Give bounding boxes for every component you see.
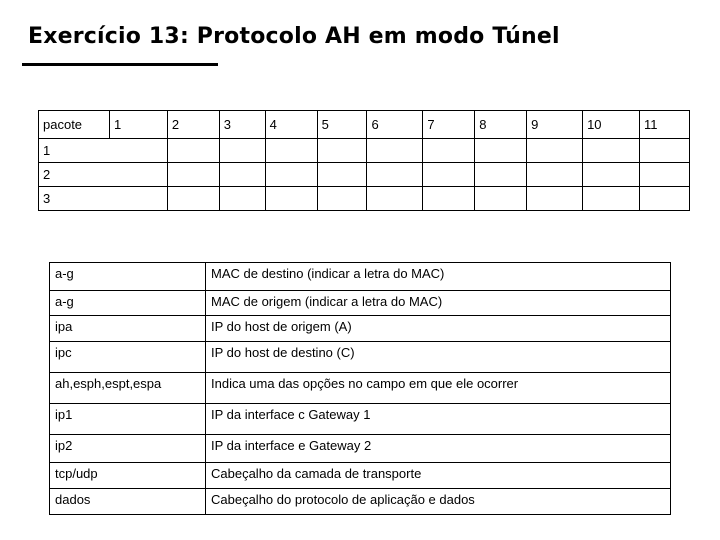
grid-row bbox=[39, 187, 690, 211]
legend-value: Cabeçalho da camada de transporte bbox=[206, 463, 671, 489]
grid-row bbox=[39, 139, 690, 163]
grid-cell bbox=[109, 187, 167, 211]
legend-row bbox=[50, 404, 671, 435]
grid-row-label: 3 bbox=[39, 187, 110, 211]
grid-header-cell: 2 bbox=[167, 111, 219, 139]
legend-key: dados bbox=[50, 489, 206, 515]
grid-cell bbox=[583, 187, 640, 211]
legend-value: Cabeçalho do protocolo de aplicação e dados bbox=[206, 489, 671, 515]
legend-row bbox=[50, 316, 671, 342]
grid-cell bbox=[317, 163, 367, 187]
grid-row-label: 2 bbox=[39, 163, 110, 187]
grid-header-cell: pacote bbox=[43, 117, 83, 132]
grid-header-cell: 9 bbox=[527, 111, 583, 139]
grid-cell bbox=[367, 163, 423, 187]
legend-row bbox=[50, 291, 671, 316]
legend-key: ip2 bbox=[50, 435, 206, 463]
grid-cell bbox=[265, 139, 317, 163]
grid-cell bbox=[219, 139, 265, 163]
grid-cell bbox=[583, 163, 640, 187]
legend-key: a-g bbox=[50, 291, 206, 316]
legend-value: IP da interface e Gateway 2 bbox=[206, 435, 671, 463]
legend-value: Indica uma das opções no campo em que ele ocorrer bbox=[206, 373, 671, 404]
grid-row bbox=[39, 163, 690, 187]
grid-header-cell: 3 bbox=[219, 111, 265, 139]
title-underline bbox=[22, 63, 218, 66]
grid-cell bbox=[219, 163, 265, 187]
legend-value: IP do host de origem (A) bbox=[206, 316, 671, 342]
grid-header-cell: 6 bbox=[367, 111, 423, 139]
grid-cell bbox=[527, 139, 583, 163]
grid-header-cell: 7 bbox=[423, 111, 475, 139]
grid-cell bbox=[475, 163, 527, 187]
grid-cell bbox=[317, 187, 367, 211]
grid-header-cell: 10 bbox=[583, 111, 640, 139]
grid-header-cell: 5 bbox=[317, 111, 367, 139]
grid-header-cell: 4 bbox=[265, 111, 317, 139]
grid-cell bbox=[109, 139, 167, 163]
legend-key: ah,esph,espt,espa bbox=[50, 373, 206, 404]
grid-cell bbox=[265, 187, 317, 211]
grid-cell bbox=[167, 187, 219, 211]
legend-table bbox=[49, 262, 671, 515]
packet-grid bbox=[38, 110, 690, 211]
grid-cell bbox=[265, 163, 317, 187]
grid-cell bbox=[475, 139, 527, 163]
legend-value: MAC de destino (indicar a letra do MAC) bbox=[206, 263, 671, 291]
grid-cell bbox=[367, 139, 423, 163]
grid-cell bbox=[167, 139, 219, 163]
grid-cell bbox=[639, 163, 689, 187]
legend-row bbox=[50, 463, 671, 489]
legend-value: MAC de origem (indicar a letra do MAC) bbox=[206, 291, 671, 316]
legend-row bbox=[50, 263, 671, 291]
legend-row bbox=[50, 435, 671, 463]
legend-key: a-g bbox=[50, 263, 206, 291]
grid-cell bbox=[527, 187, 583, 211]
legend-value: IP da interface c Gateway 1 bbox=[206, 404, 671, 435]
grid-header-cell: 11 bbox=[639, 111, 689, 139]
grid-cell bbox=[423, 163, 475, 187]
legend-row bbox=[50, 489, 671, 515]
legend-key: ip1 bbox=[50, 404, 206, 435]
grid-header-cell: 1 bbox=[109, 111, 167, 139]
legend-row bbox=[50, 342, 671, 373]
grid-header-cell: 8 bbox=[475, 111, 527, 139]
grid-cell bbox=[317, 139, 367, 163]
grid-cell bbox=[167, 163, 219, 187]
page-title: Exercício 13: Protocolo AH em modo Túnel bbox=[28, 24, 560, 49]
legend-row bbox=[50, 373, 671, 404]
legend-key: tcp/udp bbox=[50, 463, 206, 489]
grid-cell bbox=[219, 187, 265, 211]
legend-value: IP do host de destino (C) bbox=[206, 342, 671, 373]
grid-row-label: 1 bbox=[39, 139, 110, 163]
legend-key: ipc bbox=[50, 342, 206, 373]
grid-cell bbox=[639, 187, 689, 211]
grid-cell bbox=[423, 139, 475, 163]
grid-cell bbox=[639, 139, 689, 163]
legend-key: ipa bbox=[50, 316, 206, 342]
grid-cell bbox=[475, 187, 527, 211]
grid-cell bbox=[527, 163, 583, 187]
grid-cell bbox=[367, 187, 423, 211]
grid-cell bbox=[423, 187, 475, 211]
grid-cell bbox=[583, 139, 640, 163]
grid-cell bbox=[109, 163, 167, 187]
grid-header-row bbox=[39, 111, 690, 139]
